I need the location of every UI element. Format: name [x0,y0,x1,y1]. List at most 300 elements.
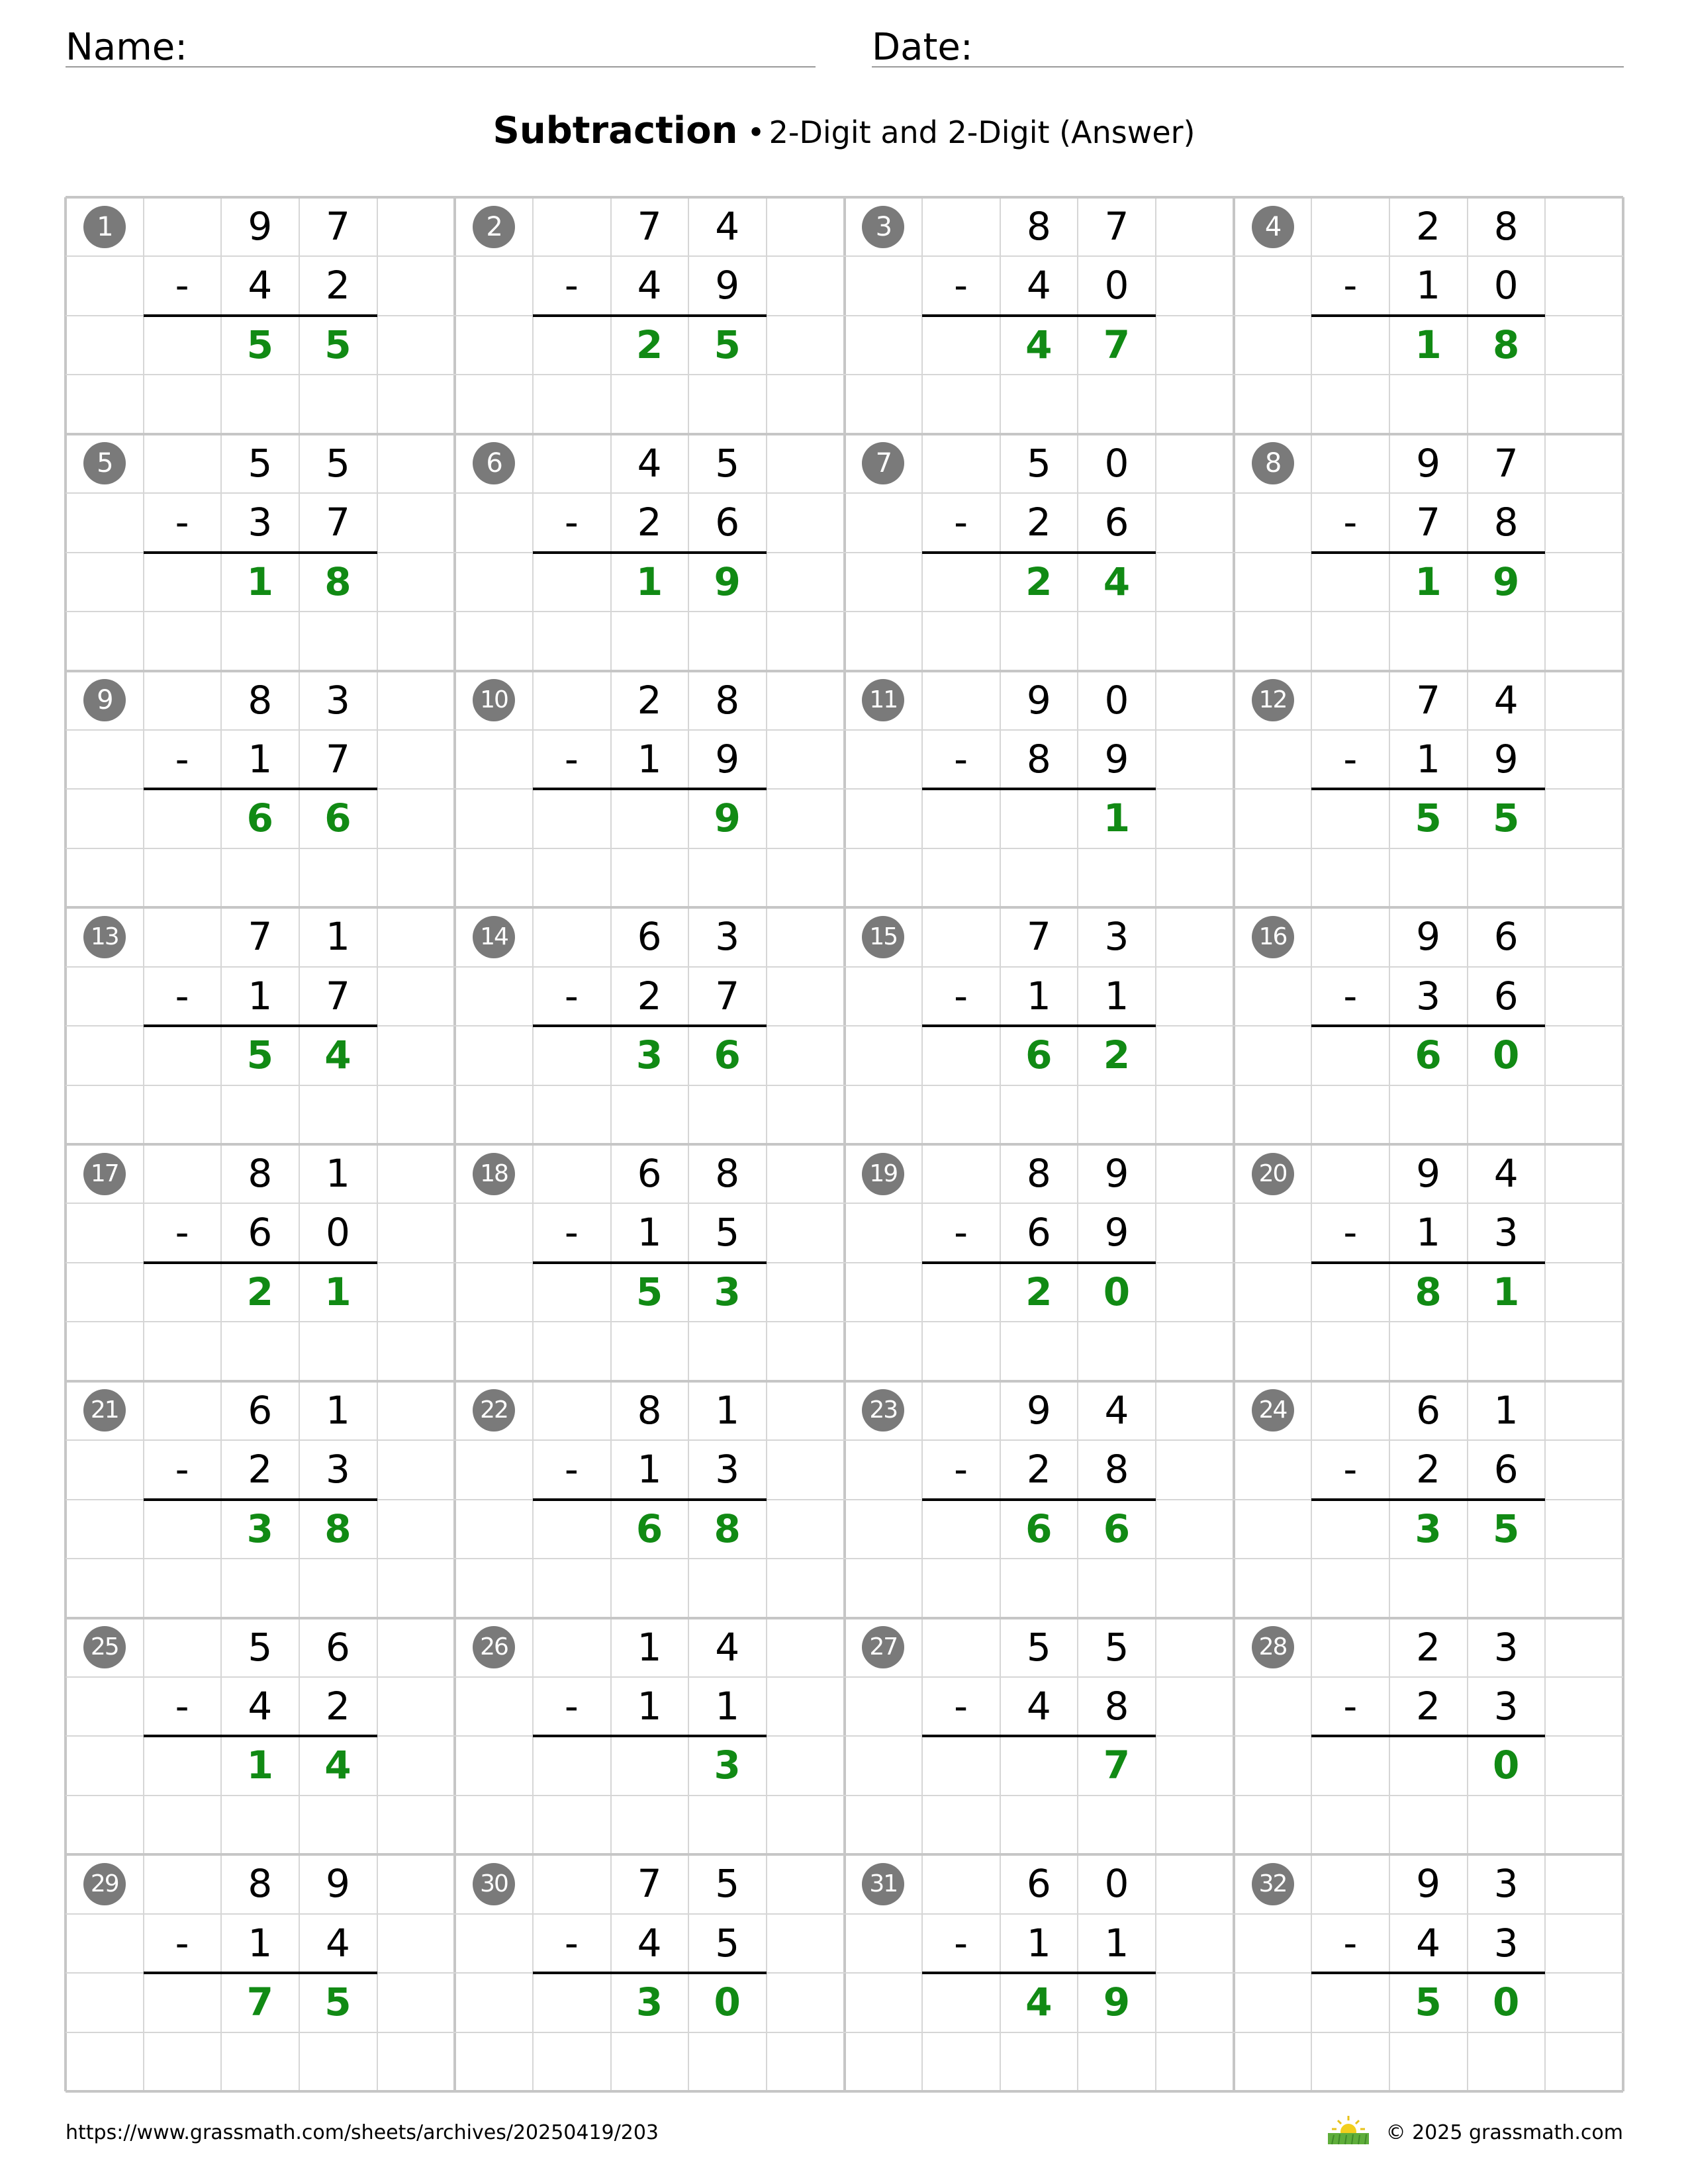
subtrahend-digit: 7 [325,973,350,1019]
minus-sign: - [564,1447,579,1492]
answer-digit: 3 [635,1032,663,1078]
answer-digit: 3 [714,1743,741,1788]
subtrahend-digit: 9 [1104,1210,1129,1255]
subtrahend-digit: 6 [1493,1447,1519,1492]
minuend-digit: 8 [248,1861,273,1907]
subtrahend-digit: 9 [715,263,740,308]
minuend-digit: 6 [248,1387,273,1433]
answer-rule [144,1024,377,1027]
minus-sign: - [1343,1920,1358,1966]
subtrahend-digit: 8 [1104,1683,1129,1729]
problem-number-badge: 5 [83,442,126,484]
subtrahend-digit: 2 [248,1447,273,1492]
subtrahend-digit: 0 [1493,263,1519,308]
date-line[interactable] [872,66,1624,68]
answer-rule [922,314,1156,317]
subtrahend-digit: 2 [637,500,662,545]
subtrahend-digit: 1 [1026,1920,1051,1966]
minuend-digit: 7 [1416,677,1440,723]
minus-sign: - [1343,263,1358,308]
minuend-digit: 1 [325,1387,350,1433]
problem-number-badge: 6 [473,442,515,484]
minus-sign: - [175,973,189,1019]
answer-rule [533,1261,767,1264]
subtrahend-digit: 2 [325,1683,350,1729]
answer-digit: 5 [1493,1506,1520,1551]
subtrahend-digit: 6 [248,1210,273,1255]
answer-rule [922,1972,1156,1974]
minus-sign: - [954,500,968,545]
answer-rule [922,1261,1156,1264]
answer-digit: 1 [1493,1269,1520,1314]
answer-digit: 9 [1493,559,1520,604]
answer-rule [144,1735,377,1737]
subtrahend-digit: 4 [637,1920,662,1966]
minuend-digit: 3 [1493,1861,1519,1907]
subtrahend-digit: 3 [1493,1210,1519,1255]
subtrahend-digit: 0 [1104,263,1129,308]
answer-digit: 1 [324,1269,352,1314]
minuend-digit: 2 [1416,204,1440,249]
minuend-digit: 5 [1026,1624,1051,1670]
minuend-digit: 6 [637,914,662,960]
subtrahend-digit: 5 [715,1920,740,1966]
problem-number-badge: 11 [862,679,904,721]
answer-rule [144,788,377,790]
answer-digit: 8 [324,559,352,604]
minuend-digit: 6 [1493,914,1519,960]
minuend-digit: 5 [248,440,273,486]
answer-rule [1311,1735,1545,1737]
problem-number-badge: 29 [83,1863,126,1905]
answer-digit: 1 [1415,559,1442,604]
minuend-digit: 1 [715,1387,740,1433]
subtrahend-digit: 2 [1026,1447,1051,1492]
problem-number-badge: 20 [1252,1153,1294,1195]
subtrahend-digit: 1 [637,1447,662,1492]
minuend-digit: 0 [1104,1861,1129,1907]
subtrahend-digit: 4 [325,1920,350,1966]
answer-rule [922,1024,1156,1027]
problem-number-badge: 28 [1252,1626,1294,1668]
answer-digit: 7 [1103,1743,1131,1788]
minuend-digit: 9 [1026,677,1051,723]
answer-digit: 4 [1025,1979,1053,2025]
subtrahend-digit: 2 [1416,1683,1440,1729]
answer-digit: 4 [1103,559,1131,604]
minus-sign: - [954,1447,968,1492]
problem-number-badge: 9 [83,679,126,721]
minuend-digit: 4 [715,1624,740,1670]
minuend-digit: 7 [1104,204,1129,249]
minus-sign: - [954,973,968,1019]
answer-digit: 3 [246,1506,273,1551]
footer-copyright: © 2025 grassmath.com [1385,2121,1623,2144]
minuend-digit: 8 [248,1151,273,1196]
minus-sign: - [175,500,189,545]
problem-number-badge: 14 [473,916,515,958]
title-main: Subtraction [492,109,738,152]
minuend-digit: 3 [1493,1624,1519,1670]
minuend-digit: 6 [637,1151,662,1196]
answer-rule [144,1972,377,1974]
footer-url: https://www.grassmath.com/sheets/archives/20250419/203 [66,2121,659,2144]
minuend-digit: 4 [1493,677,1519,723]
minuend-digit: 5 [715,1861,740,1907]
answer-digit: 5 [1415,1979,1442,2025]
answer-rule [922,1498,1156,1501]
answer-digit: 5 [1493,796,1520,841]
grid-hline [66,2090,1623,2093]
minus-sign: - [564,1210,579,1255]
problem-number-badge: 23 [862,1389,904,1432]
answer-digit: 1 [246,559,273,604]
subtrahend-digit: 1 [1104,1920,1129,1966]
subtrahend-digit: 4 [248,263,273,308]
subtrahend-digit: 1 [1104,973,1129,1019]
minuend-digit: 4 [637,440,662,486]
minuend-digit: 7 [1493,440,1519,486]
minus-sign: - [1343,1447,1358,1492]
answer-digit: 4 [324,1743,352,1788]
problem-number-badge: 17 [83,1153,126,1195]
minus-sign: - [954,1920,968,1966]
answer-digit: 6 [714,1032,741,1078]
subtrahend-digit: 6 [1493,973,1519,1019]
minuend-digit: 3 [715,914,740,960]
answer-digit: 5 [246,1032,273,1078]
minuend-digit: 8 [637,1387,662,1433]
subtrahend-digit: 2 [637,973,662,1019]
minuend-digit: 9 [1104,1151,1129,1196]
minuend-digit: 1 [1493,1387,1519,1433]
minuend-digit: 7 [637,204,662,249]
problem-number-badge: 19 [862,1153,904,1195]
minuend-digit: 8 [715,1151,740,1196]
answer-digit: 1 [635,559,663,604]
minuend-digit: 5 [1026,440,1051,486]
minus-sign: - [564,263,579,308]
minus-sign: - [1343,973,1358,1019]
subtrahend-digit: 6 [1104,500,1129,545]
minuend-digit: 3 [1104,914,1129,960]
answer-digit: 8 [324,1506,352,1551]
subtrahend-digit: 1 [1416,736,1440,782]
answer-digit [611,789,688,848]
answer-digit: 0 [1493,1743,1520,1788]
answer-digit: 2 [635,322,663,367]
minuend-digit: 7 [325,204,350,249]
answer-rule [144,314,377,317]
answer-digit: 0 [1493,1032,1520,1078]
subtrahend-digit: 9 [715,736,740,782]
answer-rule [922,788,1156,790]
subtrahend-digit: 2 [325,263,350,308]
subtrahend-digit: 9 [1104,736,1129,782]
minuend-digit: 9 [1026,1387,1051,1433]
answer-rule [1311,1972,1545,1974]
answer-rule [1311,1024,1545,1027]
answer-digit: 1 [246,1743,273,1788]
answer-rule [144,1261,377,1264]
subtrahend-digit: 1 [637,1210,662,1255]
answer-rule [1311,788,1545,790]
subtrahend-digit: 3 [1493,1683,1519,1729]
answer-digit: 5 [246,322,273,367]
answer-digit: 8 [714,1506,741,1551]
answer-rule [533,1735,767,1737]
answer-digit [1000,1736,1078,1795]
minuend-digit: 6 [1026,1861,1051,1907]
subtrahend-digit: 3 [1416,973,1440,1019]
subtrahend-digit: 1 [248,1920,273,1966]
problem-number-badge: 31 [862,1863,904,1905]
answer-rule [1311,1261,1545,1264]
answer-rule [533,788,767,790]
minuend-digit: 7 [1026,914,1051,960]
subtrahend-digit: 3 [325,1447,350,1492]
answer-rule [533,314,767,317]
answer-rule [922,1735,1156,1737]
minus-sign: - [175,736,189,782]
subtrahend-digit: 8 [1493,500,1519,545]
minuend-digit: 9 [1416,914,1440,960]
problem-number-badge: 3 [862,206,904,248]
problem-number-badge: 25 [83,1626,126,1668]
minus-sign: - [1343,736,1358,782]
problem-number-badge: 24 [1252,1389,1294,1432]
answer-digit: 9 [714,559,741,604]
problem-number-badge: 12 [1252,679,1294,721]
subtrahend-digit: 5 [715,1210,740,1255]
answer-digit: 2 [1025,1269,1053,1314]
answer-digit: 7 [1103,322,1131,367]
answer-digit: 6 [324,796,352,841]
answer-digit: 5 [635,1269,663,1314]
minuend-digit: 8 [715,677,740,723]
problem-number-badge: 7 [862,442,904,484]
answer-digit: 2 [1103,1032,1131,1078]
answer-digit: 2 [246,1269,273,1314]
name-label: Name: [66,26,188,69]
answer-rule [1311,551,1545,554]
date-label: Date: [872,26,973,69]
subtrahend-digit: 2 [1416,1447,1440,1492]
problem-number-badge: 16 [1252,916,1294,958]
answer-digit: 5 [324,1979,352,2025]
answer-digit: 6 [1025,1506,1053,1551]
problem-number-badge: 10 [473,679,515,721]
minuend-digit: 2 [637,677,662,723]
sun-over-grass-icon [1327,2115,1370,2145]
answer-digit: 6 [1415,1032,1442,1078]
minus-sign: - [175,263,189,308]
answer-digit: 7 [246,1979,273,2025]
subtrahend-digit: 7 [325,736,350,782]
subtrahend-digit: 3 [715,1447,740,1492]
subtrahend-digit: 9 [1493,736,1519,782]
answer-digit: 5 [714,322,741,367]
subtrahend-digit: 4 [1026,263,1051,308]
minuend-digit: 4 [1493,1151,1519,1196]
minus-sign: - [954,1683,968,1729]
name-line[interactable] [66,66,816,68]
minus-sign: - [564,736,579,782]
problem-grid [66,197,1623,2091]
minus-sign: - [954,736,968,782]
answer-rule [1311,314,1545,317]
minuend-digit: 8 [1026,204,1051,249]
minus-sign: - [175,1447,189,1492]
minuend-digit: 7 [248,914,273,960]
minuend-digit: 4 [1104,1387,1129,1433]
subtrahend-digit: 3 [248,500,273,545]
minuend-digit: 9 [1416,1861,1440,1907]
answer-digit: 3 [635,1979,663,2025]
subtrahend-digit: 1 [248,736,273,782]
minuend-digit: 5 [715,440,740,486]
minus-sign: - [954,263,968,308]
subtrahend-digit: 3 [1493,1920,1519,1966]
problem-number-badge: 21 [83,1389,126,1432]
subtrahend-digit: 2 [1026,500,1051,545]
problem-number-badge: 8 [1252,442,1294,484]
answer-digit: 3 [1415,1506,1442,1551]
subtrahend-digit: 4 [248,1683,273,1729]
subtrahend-digit: 1 [1026,973,1051,1019]
worksheet-title [0,105,1688,166]
subtrahend-digit: 7 [325,500,350,545]
answer-digit: 5 [1415,796,1442,841]
minus-sign: - [564,973,579,1019]
minus-sign: - [1343,1683,1358,1729]
minuend-digit: 8 [1493,204,1519,249]
problem-number-badge: 18 [473,1153,515,1195]
answer-digit: 5 [324,322,352,367]
subtrahend-digit: 1 [1416,1210,1440,1255]
minuend-digit: 6 [325,1624,350,1670]
answer-rule [144,551,377,554]
problem-number-badge: 32 [1252,1863,1294,1905]
subtrahend-digit: 4 [637,263,662,308]
minuend-digit: 9 [248,204,273,249]
minuend-digit: 5 [248,1624,273,1670]
problem-number-badge: 27 [862,1626,904,1668]
answer-rule [1311,1498,1545,1501]
answer-digit: 1 [1103,796,1131,841]
minuend-digit: 1 [325,1151,350,1196]
answer-digit: 0 [1493,1979,1520,2025]
answer-digit: 0 [1103,1269,1131,1314]
subtrahend-digit: 6 [715,500,740,545]
subtrahend-digit: 8 [1026,736,1051,782]
minus-sign: - [175,1920,189,1966]
minus-sign: - [564,1683,579,1729]
minus-sign: - [954,1210,968,1255]
minus-sign: - [1343,500,1358,545]
answer-rule [533,551,767,554]
answer-digit [1389,1736,1467,1795]
subtrahend-digit: 4 [1416,1920,1440,1966]
minuend-digit: 5 [1104,1624,1129,1670]
subtrahend-digit: 1 [248,973,273,1019]
answer-digit: 0 [714,1979,741,2025]
problem-number-badge: 15 [862,916,904,958]
answer-digit: 6 [1025,1032,1053,1078]
problem-number-badge: 2 [473,206,515,248]
answer-digit: 4 [324,1032,352,1078]
subtrahend-digit: 1 [637,736,662,782]
minuend-digit: 8 [1026,1151,1051,1196]
answer-digit: 4 [1025,322,1053,367]
minus-sign: - [564,500,579,545]
problem-number-badge: 26 [473,1626,515,1668]
answer-digit: 6 [635,1506,663,1551]
minus-sign: - [175,1210,189,1255]
answer-digit: 1 [1415,322,1442,367]
minuend-digit: 9 [1416,1151,1440,1196]
title-bullet: • [747,114,765,150]
answer-digit: 9 [714,796,741,841]
answer-rule [533,1498,767,1501]
answer-rule [533,1972,767,1974]
answer-digit: 6 [1103,1506,1131,1551]
subtrahend-digit: 0 [325,1210,350,1255]
minus-sign: - [1343,1210,1358,1255]
subtrahend-digit: 4 [1026,1683,1051,1729]
minus-sign: - [175,1683,189,1729]
subtrahend-digit: 1 [715,1683,740,1729]
answer-digit: 2 [1025,559,1053,604]
answer-digit: 9 [1103,1979,1131,2025]
minuend-digit: 8 [248,677,273,723]
subtrahend-digit: 1 [1416,263,1440,308]
minuend-digit: 6 [1416,1387,1440,1433]
minuend-digit: 1 [637,1624,662,1670]
subtrahend-digit: 1 [637,1683,662,1729]
subtrahend-digit: 8 [1104,1447,1129,1492]
answer-digit [611,1736,688,1795]
minuend-digit: 1 [325,914,350,960]
answer-digit: 3 [714,1269,741,1314]
answer-rule [533,1024,767,1027]
subtrahend-digit: 7 [1416,500,1440,545]
answer-rule [144,1498,377,1501]
minuend-digit: 0 [1104,440,1129,486]
minuend-digit: 9 [1416,440,1440,486]
answer-digit [1000,789,1078,848]
minuend-digit: 3 [325,677,350,723]
subtrahend-digit: 7 [715,973,740,1019]
minuend-digit: 4 [715,204,740,249]
answer-digit: 8 [1493,322,1520,367]
minuend-digit: 5 [325,440,350,486]
answer-digit: 8 [1415,1269,1442,1314]
problem-number-badge: 13 [83,916,126,958]
minuend-digit: 2 [1416,1624,1440,1670]
problem-number-badge: 30 [473,1863,515,1905]
problem-number-badge: 1 [83,206,126,248]
minus-sign: - [564,1920,579,1966]
subtrahend-digit: 6 [1026,1210,1051,1255]
title-subtitle: 2-Digit and 2-Digit (Answer) [769,114,1196,150]
problem-number-badge: 4 [1252,206,1294,248]
answer-digit: 6 [246,796,273,841]
answer-rule [922,551,1156,554]
minuend-digit: 0 [1104,677,1129,723]
problem-number-badge: 22 [473,1389,515,1432]
minuend-digit: 7 [637,1861,662,1907]
